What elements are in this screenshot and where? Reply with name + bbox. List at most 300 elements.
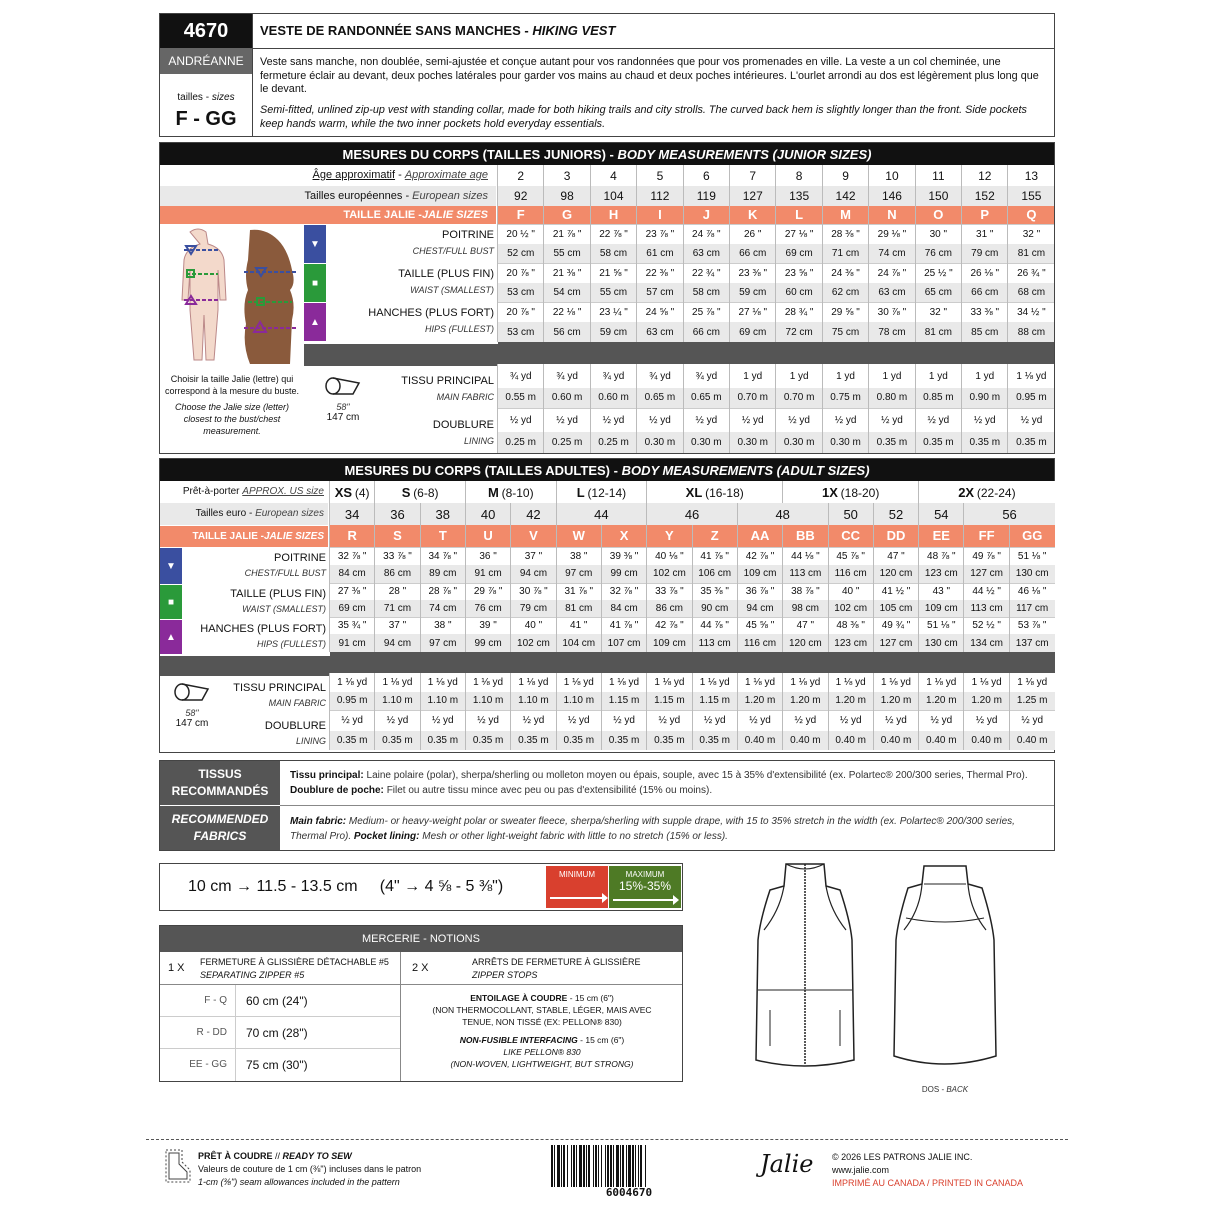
junior-age-cell: 12 bbox=[962, 165, 1008, 186]
adult-lining-yd-cell: ½ yd bbox=[737, 710, 782, 731]
adult-chest-in-cell: 51 ⅛ " bbox=[1009, 547, 1054, 565]
junior-lining-m-cell: 0.35 m bbox=[1008, 432, 1054, 453]
adult-waist-in-cell: 28 " bbox=[375, 583, 420, 600]
junior-fabric-roll-icon bbox=[308, 375, 378, 423]
junior-title-fr: MESURES DU CORPS (TAILLES JUNIORS) bbox=[342, 146, 606, 162]
adult-hips-cm-cell: 91 cm bbox=[330, 634, 375, 652]
junior-euro-cell: 146 bbox=[869, 186, 915, 206]
adult-euro-cell: 42 bbox=[511, 503, 556, 525]
junior-hips-in-cell: 25 ⅞ " bbox=[683, 302, 729, 322]
adult-waist-cm-cell: 102 cm bbox=[828, 600, 873, 617]
junior-waist-cm-cell: 60 cm bbox=[776, 283, 822, 302]
adult-main-m-cell: 1.20 m bbox=[828, 692, 873, 710]
adult-us-size-cell bbox=[919, 481, 1055, 503]
fabrics-label-fr: TISSUS RECOMMANDÉS bbox=[160, 761, 280, 805]
adult-lining-yd-cell: ½ yd bbox=[511, 710, 556, 731]
adult-lining-m-cell: 0.40 m bbox=[964, 731, 1009, 750]
adult-us-size-cell bbox=[330, 481, 375, 503]
adult-chest-cm-cell: 130 cm bbox=[1009, 565, 1054, 583]
junior-euro-cell: 150 bbox=[915, 186, 961, 206]
printed-in: IMPRIMÉ AU CANADA / PRINTED IN CANADA bbox=[832, 1178, 1024, 1188]
sizes-label: tailles - sizes bbox=[177, 92, 235, 103]
zip-label-fr: FERMETURE À GLISSIÈRE DÉTACHABLE #5 bbox=[200, 957, 389, 967]
adult-waist-cm-cell: 86 cm bbox=[647, 600, 692, 617]
adult-hips-cm-cell: 134 cm bbox=[964, 634, 1009, 652]
adult-waist-cm-cell: 109 cm bbox=[919, 600, 964, 617]
junior-waist-in-cell: 24 ⅜ " bbox=[822, 263, 868, 283]
junior-jalie-cell: G bbox=[544, 206, 590, 224]
adult-waist-cm-cell: 69 cm bbox=[330, 600, 375, 617]
adult-main-yd-cell: 1 ⅛ yd bbox=[601, 673, 646, 692]
interfacing-fr-len: - 15 cm (6") bbox=[567, 993, 614, 1003]
junior-waist-cm-cell: 63 cm bbox=[869, 283, 915, 302]
junior-chest-in-cell: 24 ⅞ " bbox=[683, 224, 729, 244]
table-row bbox=[330, 600, 1055, 617]
us-size-range: (12-14) bbox=[587, 485, 627, 500]
junior-lining-yd-cell: ½ yd bbox=[869, 408, 915, 432]
table-row bbox=[498, 283, 1055, 302]
title-en: HIKING VEST bbox=[532, 23, 616, 38]
adult-jalie-cell: FF bbox=[964, 525, 1009, 547]
adult-euro-label: Tailles euro - European sizes bbox=[160, 503, 328, 525]
us-size-code: M bbox=[487, 484, 499, 500]
adult-lining-label bbox=[222, 719, 326, 749]
junior-waist-cm-cell: 55 cm bbox=[590, 283, 636, 302]
junior-main-m-cell: 0.95 m bbox=[1008, 388, 1054, 408]
junior-chest-in-cell: 32 " bbox=[1008, 224, 1054, 244]
junior-waist-in-cell: 22 ⅜ " bbox=[637, 263, 683, 283]
adult-waist-cm-cell: 79 cm bbox=[511, 600, 556, 617]
junior-hips-cm-cell: 56 cm bbox=[544, 322, 590, 342]
zip-label bbox=[200, 956, 389, 982]
adult-lining-en: LINING bbox=[295, 736, 326, 746]
junior-jalie-fr: TAILLE JALIE bbox=[343, 209, 416, 221]
junior-main-m-cell: 0.70 m bbox=[776, 388, 822, 408]
junior-lining-yd-cell: ½ yd bbox=[544, 408, 590, 432]
junior-fabric-width-cm: 147 cm bbox=[326, 412, 360, 423]
adult-hips-cm-cell: 123 cm bbox=[828, 634, 873, 652]
junior-hips-cm-cell: 78 cm bbox=[869, 322, 915, 342]
adult-hips-cm-cell: 102 cm bbox=[511, 634, 556, 652]
junior-waist-in-cell: 23 ⅜ " bbox=[730, 263, 776, 283]
junior-chest-cm-cell: 61 cm bbox=[637, 244, 683, 263]
adult-chest-in-cell: 45 ⅞ " bbox=[828, 547, 873, 565]
junior-hips-cm-cell: 81 cm bbox=[915, 322, 961, 342]
adult-main-yd-cell: 1 ⅛ yd bbox=[783, 673, 828, 692]
adult-lining-yd-cell: ½ yd bbox=[919, 710, 964, 731]
zip-row-length: 75 cm (30") bbox=[246, 1058, 308, 1072]
adult-main-yd-cell: 1 ⅛ yd bbox=[511, 673, 556, 692]
junior-chest-in-cell: 23 ⅞ " bbox=[637, 224, 683, 244]
interfacing-en-line1: LIKE PELLON® 830 bbox=[503, 1047, 581, 1057]
fabrics-en-main: Medium- or heavy-weight polar or sweater fleece, sherpa/sherling with supple drape, with 15 to 35% stretch in the width (ex. Polartec® 200/300 series, Thermal Pro). bbox=[290, 816, 1015, 842]
adult-chest-in-cell: 41 ⅞ " bbox=[692, 547, 737, 565]
adult-waist-in-cell: 27 ⅜ " bbox=[330, 583, 375, 600]
adult-lining-m-cell: 0.35 m bbox=[375, 731, 420, 750]
adult-chest-in-cell: 36 " bbox=[465, 547, 510, 565]
table-row bbox=[330, 503, 1055, 525]
adult-jalie-cell: CC bbox=[828, 525, 873, 547]
junior-lining-yd-cell: ½ yd bbox=[590, 408, 636, 432]
adult-euro-cell: 34 bbox=[330, 503, 375, 525]
table-row bbox=[498, 342, 1055, 364]
adult-main-m-cell: 1.20 m bbox=[919, 692, 964, 710]
stretch-max-label: MAXIMUM bbox=[625, 870, 665, 879]
junior-jalie-cell: P bbox=[962, 206, 1008, 224]
adult-us-size-cell bbox=[556, 481, 647, 503]
adult-chest-fr: POITRINE bbox=[274, 552, 326, 564]
adult-hips-in-cell: 44 ⅞ " bbox=[692, 617, 737, 634]
adult-hips-cm-cell: 137 cm bbox=[1009, 634, 1054, 652]
adult-chest-cm-cell: 102 cm bbox=[647, 565, 692, 583]
adult-lining-yd-cell: ½ yd bbox=[601, 710, 646, 731]
junior-waist-cm-cell: 57 cm bbox=[637, 283, 683, 302]
junior-chest-in-cell: 26 " bbox=[730, 224, 776, 244]
junior-main-m-cell: 0.85 m bbox=[915, 388, 961, 408]
adult-waist-in-cell: 29 ⅞ " bbox=[465, 583, 510, 600]
adult-us-size-cell bbox=[465, 481, 556, 503]
adult-euro-cell: 44 bbox=[556, 503, 647, 525]
vest-front-icon bbox=[740, 860, 870, 1080]
junior-chest-fr: POITRINE bbox=[442, 229, 494, 241]
junior-lining-en: LINING bbox=[463, 436, 494, 446]
adult-waist-cm-cell: 98 cm bbox=[783, 600, 828, 617]
junior-chest-in-cell: 30 " bbox=[915, 224, 961, 244]
junior-lining-yd-cell: ½ yd bbox=[776, 408, 822, 432]
junior-chest-cm-cell: 58 cm bbox=[590, 244, 636, 263]
adult-chest-in-cell: 40 ⅛ " bbox=[647, 547, 692, 565]
adult-main-yd-cell: 1 ⅛ yd bbox=[375, 673, 420, 692]
adult-chest-cm-cell: 113 cm bbox=[783, 565, 828, 583]
adult-waist-in-cell: 36 ⅞ " bbox=[737, 583, 782, 600]
junior-jalie-cell: K bbox=[730, 206, 776, 224]
ready-en: READY TO SEW bbox=[282, 1151, 352, 1161]
interfacing-info bbox=[404, 992, 680, 1070]
adult-lining-yd-cell: ½ yd bbox=[692, 710, 737, 731]
junior-section bbox=[159, 142, 1055, 454]
adult-jalie-cell: R bbox=[330, 525, 375, 547]
adult-lining-m-cell: 0.35 m bbox=[692, 731, 737, 750]
interfacing-fr bbox=[404, 992, 680, 1004]
table-row bbox=[330, 710, 1055, 731]
table-row bbox=[498, 165, 1055, 186]
junior-waist-cm-cell: 68 cm bbox=[1008, 283, 1054, 302]
adult-lining-yd-cell: ½ yd bbox=[375, 710, 420, 731]
stretch-guide bbox=[159, 863, 683, 911]
table-row bbox=[330, 565, 1055, 583]
adult-euro-cell: 56 bbox=[964, 503, 1055, 525]
adult-lining-m-cell: 0.40 m bbox=[1009, 731, 1054, 750]
back-label-fr: DOS bbox=[921, 1085, 940, 1094]
us-size-range: (18-20) bbox=[840, 485, 880, 500]
adult-chest-in-cell: 34 ⅞ " bbox=[420, 547, 465, 565]
table-row bbox=[330, 583, 1055, 600]
adult-jalie-cell: AA bbox=[737, 525, 782, 547]
junior-waist-en: WAIST (SMALLEST) bbox=[410, 285, 494, 295]
adult-euro-cell: 54 bbox=[919, 503, 964, 525]
junior-lining-yd-cell: ½ yd bbox=[637, 408, 683, 432]
adult-waist-in-cell: 43 " bbox=[919, 583, 964, 600]
fabrics-en-lining: Mesh or other light-weight fabric with little to no stretch (15% or less). bbox=[422, 831, 728, 842]
junior-hips-cm-cell: 59 cm bbox=[590, 322, 636, 342]
interfacing-en-len: - 15 cm (6") bbox=[577, 1035, 625, 1045]
adult-title-en: BODY MEASUREMENTS (ADULT SIZES) bbox=[621, 462, 870, 478]
table-row bbox=[498, 388, 1055, 408]
adult-chest-en: CHEST/FULL BUST bbox=[244, 568, 326, 578]
junior-main-m-cell: 0.55 m bbox=[498, 388, 544, 408]
adult-grid bbox=[329, 481, 1054, 752]
sizes-range: F - GG bbox=[175, 108, 237, 130]
junior-waist-in-cell: 25 ½ " bbox=[915, 263, 961, 283]
us-size-code: XL bbox=[685, 484, 703, 500]
title-underline bbox=[252, 48, 1054, 49]
junior-waist-in-cell: 23 ⅝ " bbox=[776, 263, 822, 283]
adult-hips-en: HIPS (FULLEST) bbox=[256, 639, 326, 649]
vest-front-illustration bbox=[740, 860, 870, 1080]
adult-hips-marker-icon: ▲ bbox=[160, 620, 182, 654]
junior-jalie-cell: N bbox=[869, 206, 915, 224]
notions-qty2: 2 X bbox=[412, 962, 429, 974]
adult-euro-cell: 52 bbox=[873, 503, 918, 525]
adult-waist-fr: TAILLE (PLUS FIN) bbox=[230, 588, 326, 600]
footer-divider bbox=[146, 1139, 1068, 1140]
junior-hips-in-cell: 30 ⅞ " bbox=[869, 302, 915, 322]
adult-chest-cm-cell: 89 cm bbox=[420, 565, 465, 583]
adult-main-yd-cell: 1 ⅛ yd bbox=[647, 673, 692, 692]
adult-lining-m-cell: 0.35 m bbox=[465, 731, 510, 750]
junior-main-m-cell: 0.65 m bbox=[637, 388, 683, 408]
adult-lining-yd-cell: ½ yd bbox=[465, 710, 510, 731]
junior-waist-in-cell: 21 ⅜ " bbox=[544, 263, 590, 283]
stops-label-fr: ARRÊTS DE FERMETURE À GLISSIÈRE bbox=[472, 957, 641, 967]
fabrics-en-text bbox=[290, 814, 1046, 844]
junior-main-m-cell: 0.80 m bbox=[869, 388, 915, 408]
junior-age-cell: 2 bbox=[498, 165, 544, 186]
adult-jalie-cell: BB bbox=[783, 525, 828, 547]
junior-chest-cm-cell: 63 cm bbox=[683, 244, 729, 263]
junior-age-cell: 10 bbox=[869, 165, 915, 186]
fabrics-section bbox=[159, 760, 1055, 851]
adult-euro-cell: 36 bbox=[375, 503, 420, 525]
junior-main-yd-cell: ¾ yd bbox=[683, 364, 729, 388]
adult-euro-cell: 48 bbox=[737, 503, 828, 525]
junior-lining-yd-cell: ½ yd bbox=[1008, 408, 1054, 432]
junior-hips-in-cell: 29 ⅝ " bbox=[822, 302, 868, 322]
junior-waist-cm-cell: 58 cm bbox=[683, 283, 729, 302]
junior-jalie-en: JALIE SIZES bbox=[421, 209, 488, 221]
junior-hips-cm-cell: 72 cm bbox=[776, 322, 822, 342]
junior-chest-in-cell: 20 ½ " bbox=[498, 224, 544, 244]
junior-main-m-cell: 0.60 m bbox=[590, 388, 636, 408]
junior-hips-in-cell: 23 ¼ " bbox=[590, 302, 636, 322]
junior-main-yd-cell: ¾ yd bbox=[498, 364, 544, 388]
adult-rtw-en: APPROX. US size bbox=[242, 486, 324, 497]
website-link[interactable]: www.jalie.com bbox=[832, 1165, 890, 1175]
adult-main-yd-cell: 1 ⅛ yd bbox=[737, 673, 782, 692]
junior-waist-cm-cell: 54 cm bbox=[544, 283, 590, 302]
adult-main-yd-cell: 1 ⅛ yd bbox=[919, 673, 964, 692]
fabrics-fr-main: Laine polaire (polar), sherpa/sherling ou molleton moyen ou épais, souple, avec 15 à 35% d'extensibilité (ex. Polartec® 200/300 series, Thermal Pro). bbox=[366, 770, 1028, 781]
adult-main-m-cell: 1.20 m bbox=[737, 692, 782, 710]
adult-euro-fr: Tailles euro bbox=[195, 508, 247, 519]
junior-lining-yd-cell: ½ yd bbox=[915, 408, 961, 432]
table-row bbox=[498, 364, 1055, 388]
adult-waist-cm-cell: 90 cm bbox=[692, 600, 737, 617]
choose-size-fr: Choisir la taille Jalie (lettre) qui correspond à la mesure du buste. bbox=[164, 374, 300, 396]
sizes-label-fr: tailles bbox=[177, 92, 203, 103]
adult-hips-in-cell: 41 ⅞ " bbox=[601, 617, 646, 634]
table-row bbox=[330, 547, 1055, 565]
junior-jalie-label: TAILLE JALIE -JALIE SIZES bbox=[160, 206, 496, 224]
seam-fr: Valeurs de couture de 1 cm (⅜") incluses dans le patron bbox=[198, 1164, 422, 1174]
junior-age-cell: 11 bbox=[915, 165, 961, 186]
adult-hips-cm-cell: 127 cm bbox=[873, 634, 918, 652]
junior-chest-in-cell: 21 ⅞ " bbox=[544, 224, 590, 244]
adult-hips-cm-cell: 94 cm bbox=[375, 634, 420, 652]
adult-hips-in-cell: 41 " bbox=[556, 617, 601, 634]
junior-hips-fr: HANCHES (PLUS FORT) bbox=[368, 307, 494, 319]
adult-main-fr: TISSU PRINCIPAL bbox=[233, 682, 326, 694]
adult-main-yd-cell: 1 ⅛ yd bbox=[964, 673, 1009, 692]
stretch-max-arrow-icon bbox=[609, 892, 681, 908]
zip-table bbox=[160, 985, 400, 1081]
adult-waist-in-cell: 35 ⅜ " bbox=[692, 583, 737, 600]
vest-back-icon bbox=[880, 860, 1010, 1070]
adult-jalie-cell: T bbox=[420, 525, 465, 547]
table-row bbox=[330, 634, 1055, 652]
choose-size-note bbox=[162, 373, 302, 437]
adult-chest-in-cell: 47 " bbox=[873, 547, 918, 565]
adult-waist-label bbox=[184, 587, 326, 617]
zip-row-length: 70 cm (28") bbox=[246, 1025, 308, 1040]
printed-en: PRINTED IN CANADA bbox=[932, 1178, 1024, 1188]
jalie-logo: Jalie bbox=[760, 1150, 814, 1178]
adult-main-yd-cell: 1 ⅛ yd bbox=[420, 673, 465, 692]
adult-main-m-cell: 0.95 m bbox=[330, 692, 375, 710]
us-size-code: L bbox=[576, 484, 585, 500]
junior-waist-in-cell: 26 ⅛ " bbox=[962, 263, 1008, 283]
junior-main-m-cell: 0.75 m bbox=[822, 388, 868, 408]
zip-row-length: 60 cm (24") bbox=[246, 993, 308, 1008]
adult-waist-in-cell: 28 ⅞ " bbox=[420, 583, 465, 600]
description-fr: Veste sans manche, non doublée, semi-ajustée et conçue autant pour vos randonnées que pour vos promenades en ville. La veste a un col cheminée, une fermeture éclair au devant, deux poches latérales pour garder vos mains au chaud et deux poches intérieures. L'ourlet arrondi au dos est légèrement plus long que le devant. bbox=[260, 56, 1039, 95]
adult-lining-m-cell: 0.35 m bbox=[511, 731, 556, 750]
adult-main-en: MAIN FABRIC bbox=[268, 698, 326, 708]
adult-euro-cell: 50 bbox=[828, 503, 873, 525]
adult-lining-m-cell: 0.40 m bbox=[783, 731, 828, 750]
adult-main-m-cell: 1.20 m bbox=[783, 692, 828, 710]
junior-lining-m-cell: 0.30 m bbox=[822, 432, 868, 453]
junior-jalie-cell: H bbox=[590, 206, 636, 224]
adult-waist-in-cell: 38 ⅞ " bbox=[783, 583, 828, 600]
adult-chest-cm-cell: 123 cm bbox=[919, 565, 964, 583]
junior-hips-in-cell: 24 ⅝ " bbox=[637, 302, 683, 322]
junior-euro-cell: 127 bbox=[730, 186, 776, 206]
interfacing-en-label: NON-FUSIBLE INTERFACING bbox=[459, 1035, 578, 1045]
adult-hips-cm-cell: 109 cm bbox=[647, 634, 692, 652]
junior-waist-label bbox=[328, 266, 494, 298]
junior-lining-m-cell: 0.25 m bbox=[590, 432, 636, 453]
junior-fabric-width-in: 58" bbox=[336, 402, 350, 412]
adult-lining-yd-cell: ½ yd bbox=[873, 710, 918, 731]
adult-hips-in-cell: 53 ⅞ " bbox=[1009, 617, 1054, 634]
adult-hips-in-cell: 52 ½ " bbox=[964, 617, 1009, 634]
adult-lining-m-cell: 0.40 m bbox=[737, 731, 782, 750]
adult-waist-cm-cell: 94 cm bbox=[737, 600, 782, 617]
us-size-code: 2X bbox=[958, 484, 975, 500]
adult-main-m-cell: 1.10 m bbox=[511, 692, 556, 710]
adult-jalie-cell: X bbox=[601, 525, 646, 547]
fabrics-en-lining-label: Pocket lining: bbox=[353, 831, 420, 842]
table-row bbox=[498, 432, 1055, 453]
adult-lining-yd-cell: ½ yd bbox=[828, 710, 873, 731]
adult-hips-cm-cell: 113 cm bbox=[692, 634, 737, 652]
adult-jalie-cell: EE bbox=[919, 525, 964, 547]
adult-hips-in-cell: 39 " bbox=[465, 617, 510, 634]
junior-hips-in-cell: 32 " bbox=[915, 302, 961, 322]
adult-chest-cm-cell: 127 cm bbox=[964, 565, 1009, 583]
interfacing-en bbox=[404, 1034, 680, 1046]
adult-lining-m-cell: 0.35 m bbox=[601, 731, 646, 750]
junior-hips-cm-cell: 75 cm bbox=[822, 322, 868, 342]
adult-jalie-cell: GG bbox=[1009, 525, 1054, 547]
adult-waist-cm-cell: 76 cm bbox=[465, 600, 510, 617]
junior-hips-cm-cell: 85 cm bbox=[962, 322, 1008, 342]
junior-euro-en: European sizes bbox=[412, 190, 488, 202]
adult-lining-m-cell: 0.40 m bbox=[828, 731, 873, 750]
adult-waist-in-cell: 30 ⅞ " bbox=[511, 583, 556, 600]
junior-age-cell: 9 bbox=[822, 165, 868, 186]
junior-age-cell: 5 bbox=[637, 165, 683, 186]
junior-jalie-cell: F bbox=[498, 206, 544, 224]
fabrics-fr-main-label: Tissu principal: bbox=[290, 770, 364, 781]
adult-hips-in-cell: 35 ¾ " bbox=[330, 617, 375, 634]
junior-lining-m-cell: 0.30 m bbox=[730, 432, 776, 453]
adult-lining-yd-cell: ½ yd bbox=[330, 710, 375, 731]
adult-main-yd-cell: 1 ⅛ yd bbox=[873, 673, 918, 692]
us-size-range: (6-8) bbox=[413, 485, 439, 500]
adult-main-yd-cell: 1 ⅛ yd bbox=[556, 673, 601, 692]
us-size-range: (8-10) bbox=[501, 485, 534, 500]
adult-chest-cm-cell: 99 cm bbox=[601, 565, 646, 583]
junior-chest-in-cell: 27 ⅛ " bbox=[776, 224, 822, 244]
adult-waist-cm-cell: 74 cm bbox=[420, 600, 465, 617]
junior-waist-in-cell: 26 ¾ " bbox=[1008, 263, 1054, 283]
junior-waist-cm-cell: 59 cm bbox=[730, 283, 776, 302]
adult-jalie-en: JALIE SIZES bbox=[263, 531, 324, 542]
junior-waist-in-cell: 21 ⅝ " bbox=[590, 263, 636, 283]
barcode-bars-icon bbox=[551, 1145, 707, 1187]
adult-lining-m-cell: 0.35 m bbox=[556, 731, 601, 750]
barcode-number: 6004670 bbox=[605, 1186, 653, 1199]
zip-row-sizes: F - Q bbox=[160, 985, 236, 1017]
adult-lining-m-cell: 0.40 m bbox=[873, 731, 918, 750]
junior-hips-cm-cell: 63 cm bbox=[637, 322, 683, 342]
junior-age-en: Approximate age bbox=[404, 169, 488, 181]
us-size-range: (4) bbox=[354, 485, 370, 500]
adult-euro-cell: 38 bbox=[420, 503, 465, 525]
adult-lining-m-cell: 0.35 m bbox=[330, 731, 375, 750]
junior-waist-in-cell: 22 ¾ " bbox=[683, 263, 729, 283]
junior-main-yd-cell: 1 yd bbox=[822, 364, 868, 388]
adult-waist-in-cell: 33 ⅞ " bbox=[647, 583, 692, 600]
junior-age-fr: Âge approximatif bbox=[312, 169, 396, 181]
junior-lining-m-cell: 0.35 m bbox=[915, 432, 961, 453]
junior-hips-in-cell: 20 ⅞ " bbox=[498, 302, 544, 322]
junior-jalie-cell: I bbox=[637, 206, 683, 224]
adult-waist-in-cell: 32 ⅞ " bbox=[601, 583, 646, 600]
junior-waist-cm-cell: 62 cm bbox=[822, 283, 868, 302]
